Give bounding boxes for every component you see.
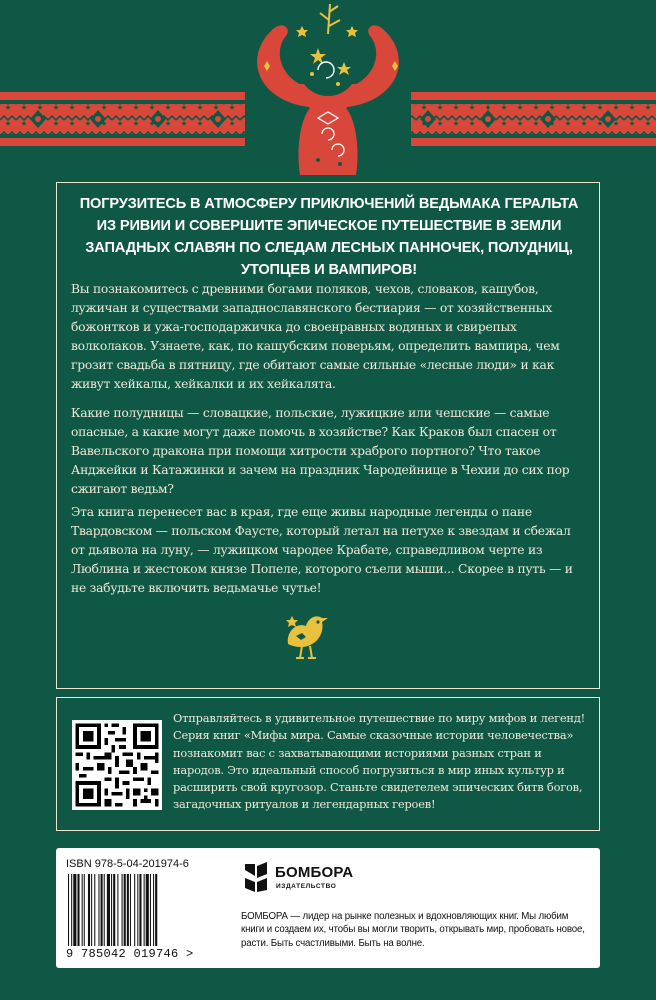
folk-bird-icon (282, 608, 332, 663)
barcode-digits: 9 785042 019746 > (66, 947, 194, 961)
description-paragraph-3: Эта книга перенесет вас в края, где еще живы народные легенды о пане Твардовском — польском Фаусте, который летал на петухе к звездам и сбежал от дьявола на луну, — лужицком чародее Крабате, справедливом черте из Люблина и жестоком князе Попеле, которого съели мыши... Скорее в путь — и не забудьте включить ведьмачье чутье! (71, 505, 573, 595)
headline: ПОГРУЗИТЕСЬ В АТМОСФЕРУ ПРИКЛЮЧЕНИЙ ВЕДЬМАКА ГЕРАЛЬТА ИЗ РИВИИ И СОВЕРШИТЕ ЭПИЧЕСКОЕ ПУТЕШЕСТВИЕ В ЗЕМЛИ ЗАПАДНЫХ СЛАВЯН ПО СЛЕДАМ ЛЕСНЫХ ПАННОЧЕК, ПОЛУДНИЦ, УТОПЦЕВ И ВАМПИРОВ! (79, 196, 579, 278)
bombora-logo-icon (241, 860, 271, 894)
publisher-strip (56, 848, 600, 968)
description-paragraph-2: Какие полудницы — словацкие, польские, лужицкие или чешские — самые опасные, а какие могут даже помочь в хозяйстве? Как Краков был спасен от Вавельского дракона при помощи хитрости храброго портного? Что такое Анджейки и Катажинки и зачем на праздник Чародейнице в Чехии до сих пор сжигают ведьм? (71, 406, 570, 496)
series-panel (56, 697, 600, 831)
slavic-goddess-ornament (0, 0, 656, 175)
brand-subtitle: ИЗДАТЕЛЬСТВО (276, 883, 337, 890)
publisher-about: БОМБОРА — лидер на рынке полезных и вдохновляющих книг. Мы любим книги и создаем их, чтобы вы могли творить, открывать мир, пробовать новое, расти. Быть счастливыми. Быть на волне. (241, 911, 585, 949)
brand-name: БОМБОРА (275, 864, 354, 881)
description-paragraph-1: Вы познакомитесь с древними богами поляков, чехов, словаков, кашубов, лужичан и существами западнославянского бестиария — от хозяйственных божонтков и ужа-господаржичка до своенравных водяных и свирепых волколаков. Узнаете, как, по кашубским поверьям, определить вампира, чем грозит свадьба в пятницу, где обитают самые сильные «лесные люди» и как живут хейкалы, хейкалки и их хейкалята. (71, 282, 560, 391)
series-description: Отправляйтесь в удивительное путешествие по миру мифов и легенд! Серия книг «Мифы мира. Самые сказочные истории человечества» познакомит вас с захватывающими историями разных стран и народов. Это идеальный способ погрузиться в мир иных культур и расширить свой кругозор. Станьте свидетелем эпических битв богов, загадочных ритуалов и легендарных героев! (173, 711, 586, 812)
qr-code[interactable] (72, 720, 162, 810)
isbn-barcode (66, 874, 226, 948)
isbn-label: ISBN 978-5-04-201974-6 (66, 858, 189, 870)
description-panel (56, 182, 600, 689)
